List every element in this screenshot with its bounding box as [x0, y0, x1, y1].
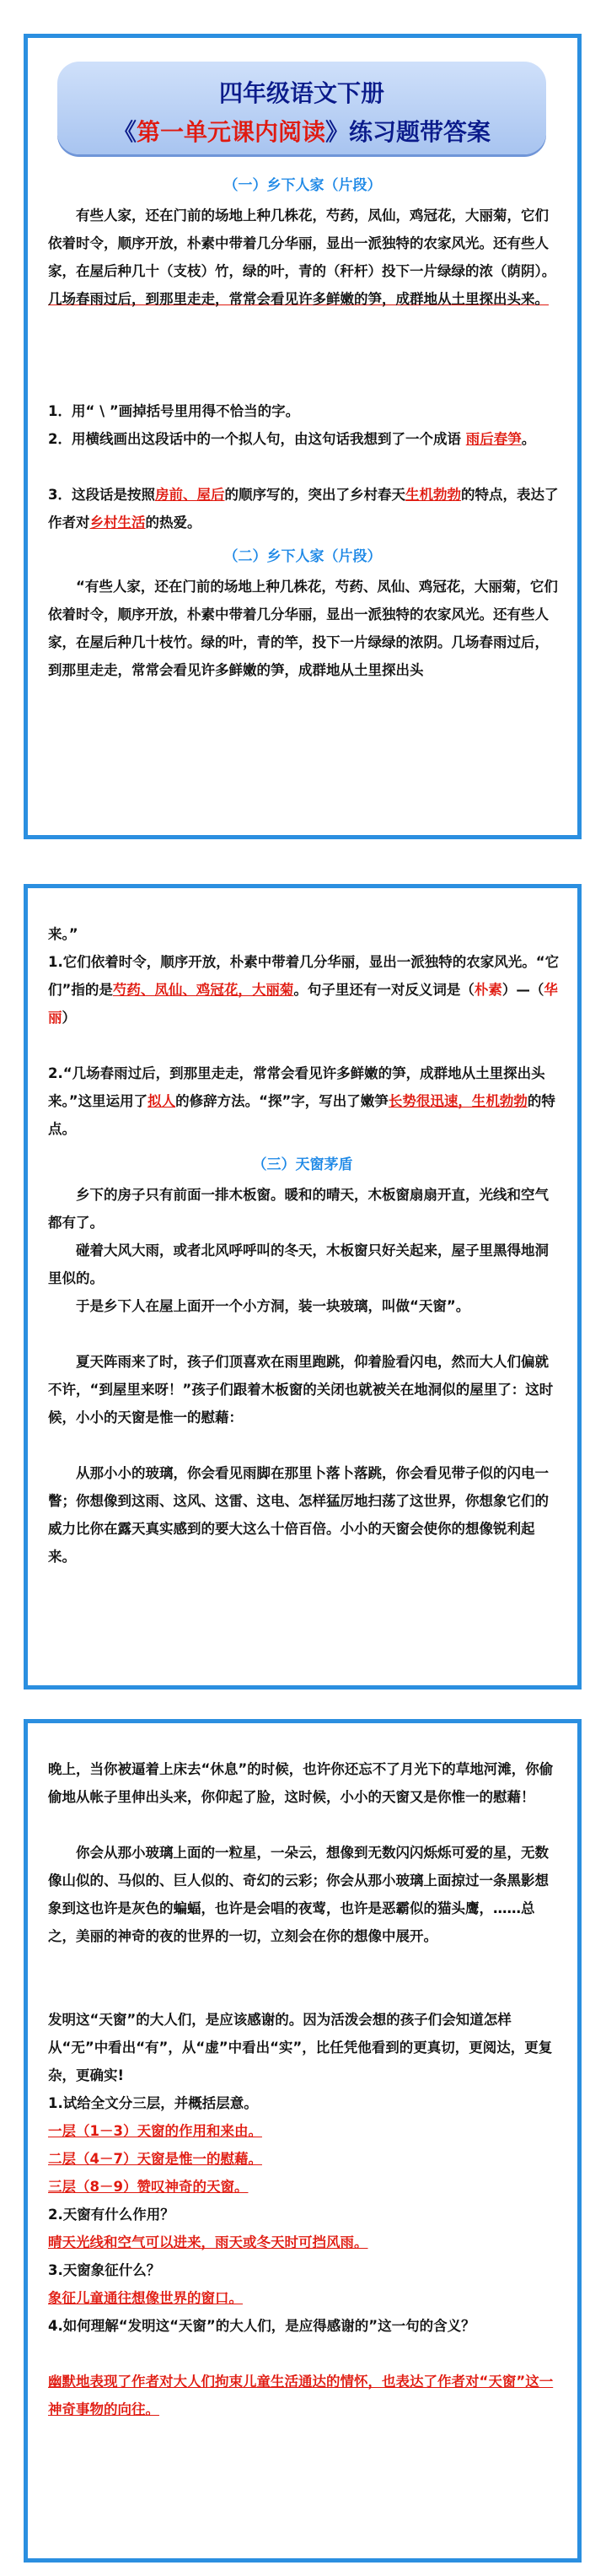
answer-3-4: 幽默地表现了作者对大人们拘束儿童生活通达的情怀，也表达了作者对“天窗”这一神奇事物的向往。: [48, 2374, 554, 2417]
passage-3-p3: 于是乡下人在屋上面开一个小方洞，装一块玻璃，叫做“天窗”。: [76, 1298, 470, 1314]
personification-sentence: 几场春雨过后，到那里走走，常常会看见许多鲜嫩的笋，成群地从土里探出头来。: [48, 291, 549, 307]
question-2-1: 1.它们依着时令，顺序开放，朴素中带着几分华丽，显出一派独特的农家风光。“它们”指的是芍药、凤仙、鸡冠花，大丽菊。句子里还有一对反义词是（朴素）—（华丽）: [48, 954, 560, 1026]
section-heading-3: （三）天窗茅盾: [252, 1156, 353, 1173]
page-subtitle: 《第一单元课内阅读》练习题带答案: [112, 118, 491, 146]
question-3-1: 1.试给全文分三层，并概括层意。: [48, 2095, 258, 2111]
panel-3: [24, 1719, 582, 2563]
panel-2: [24, 884, 582, 1689]
title-banner: [57, 62, 546, 154]
answer-3-1b: 二层（4－7）天窗是惟一的慰藉。: [48, 2151, 262, 2167]
answer-2-1c: 华丽: [48, 982, 558, 1026]
answer-3-3: 象征儿童通往想像世界的窗口。: [48, 2290, 243, 2306]
answer-3b: 生机勃勃: [405, 487, 461, 503]
subtitle-highlight: 第一单元课内阅读: [136, 118, 325, 146]
passage-3-p1: 乡下的房子只有前面一排木板窗。暖和的晴天，木板窗扇扇开直，光线和空气都有了。: [48, 1187, 549, 1231]
answer-3c: 乡村生活: [89, 515, 146, 531]
section-heading-1: （一）乡下人家（片段）: [223, 177, 382, 194]
section-heading-2: （二）乡下人家（片段）: [223, 548, 382, 565]
passage-3-p2: 碰着大风大雨，或者北风呼呼叫的冬天，木板窗只好关起来，屋子里黑得地洞里似的。: [48, 1242, 549, 1286]
passage-2-end: 来。”: [48, 926, 78, 942]
answer-2-2b: 长势很迅速，生机勃勃: [388, 1093, 528, 1109]
question-1: 1．用“ \ ”画掉括号里用得不恰当的字。: [48, 403, 300, 419]
passage-3-p7: 你会从那小玻璃上面的一粒星，一朵云，想像到无数闪闪烁烁可爱的星，无数像山似的、马似的、巨人似的、奇幻的云彩；你会从那小玻璃上面掠过一条黑影想象到这也许是灰色的蝙蝠，也许是会唱的夜莺，也许是恶霸似的猫头鹰，……总之，美丽的神奇的夜的世界的一切，立刻会在你的想像中展开。: [48, 1845, 549, 1944]
question-3-3: 3.天窗象征什么？: [48, 2262, 161, 2278]
passage-1: 有些人家，还在门前的场地上种几株花，芍药，凤仙，鸡冠花，大丽菊，它们依着时令，顺序开放，朴素中带着几分华丽，显出一派独特的农家风光。还有些人家，在屋后种几十（支枝）竹，绿的叶，青的（秆杆）投下一片绿绿的浓（荫阴）。 几场春雨过后，到那里走走，常常会看见许多鲜嫩的笋，成群地从土里探出头来。: [48, 207, 556, 307]
question-3-2: 2.天窗有什么作用？: [48, 2207, 174, 2223]
passage-3-p4: 夏天阵雨来了时，孩子们顶喜欢在雨里跑跳，仰着脸看闪电，然而大人们偏就不许，“到屋里来呀！”孩子们跟着木板窗的关闭也就被关在地洞似的屋里了：这时候，小小的天窗是惟一的慰藉：: [48, 1354, 554, 1425]
passage-3-p6: 晚上，当你被逼着上床去“休息”的时候，也许你还忘不了月光下的草地河滩，你偷偷地从帐子里伸出头来，你仰起了脸，这时候，小小的天窗又是你惟一的慰藉！: [48, 1761, 554, 1805]
passage-2: “有些人家，还在门前的场地上种几株花，芍药、凤仙、鸡冠花，大丽菊，它们依着时令，顺序开放，朴素中带着几分华丽，显出一派独特的农家风光。还有些人家，在屋后种几十枝竹。绿的叶，青的竿，投下一片绿绿的浓阴。几场春雨过后，到那里走走，常常会看见许多鲜嫩的笋，成群地从土里探出头: [48, 579, 558, 678]
answer-3-2: 晴天光线和空气可以进来，雨天或冬天时可挡风雨。: [48, 2234, 368, 2250]
answer-2-1b: 朴素: [474, 982, 502, 998]
page-title: 四年级语文下册: [218, 79, 384, 107]
passage-3-p8: 发明这“天窗”的大人们，是应该感谢的。因为活泼会想的孩子们会知道怎样从“无”中看出“有”，从“虚”中看出“实”，比任凭他看到的更真切，更阅达，更复杂，更确实!: [48, 2012, 553, 2083]
panel-1: [24, 34, 582, 839]
answer-3-1c: 三层（8－9）赞叹神奇的天窗。: [48, 2179, 249, 2195]
answer-2-1: 芍药、凤仙、鸡冠花，大丽菊: [112, 982, 294, 998]
answer-3-1a: 一层（1－3）天窗的作用和来由。: [48, 2123, 262, 2139]
answer-2: 雨后春笋: [465, 431, 522, 447]
passage-3-p5: 从那小小的玻璃，你会看见雨脚在那里卜落卜落跳，你会看见带子似的闪电一瞥；你想像到这雨、这风、这雷、这电、怎样猛厉地扫荡了这世界，你想象它们的威力比你在露天真实感到的要大这么十倍百倍。小小的天窗会使你的想像锐利起来。: [48, 1465, 549, 1565]
question-2: 2．用横线画出这段话中的一个拟人句，由这句话我想到了一个成语 雨后春笋。: [48, 431, 536, 447]
answer-2-2: 拟人: [147, 1093, 176, 1109]
question-3-4: 4.如何理解“发明这“天窗”的大人们，是应得感谢的”这一句的含义？: [48, 2318, 475, 2334]
question-3: 3．这段话是按照房前、屋后的顺序写的，突出了乡村春天生机勃勃的特点，表达了作者对乡村生活的热爱。: [48, 487, 559, 531]
question-2-2: 2.“几场春雨过后，到那里走走，常常会看见许多鲜嫩的笋，成群地从土里探出头来。”这里运用了拟人的修辞方法。“探”字，写出了嫩笋长势很迅速，生机勃勃的特点。: [48, 1065, 555, 1137]
answer-3a: 房前、屋后: [154, 487, 225, 503]
